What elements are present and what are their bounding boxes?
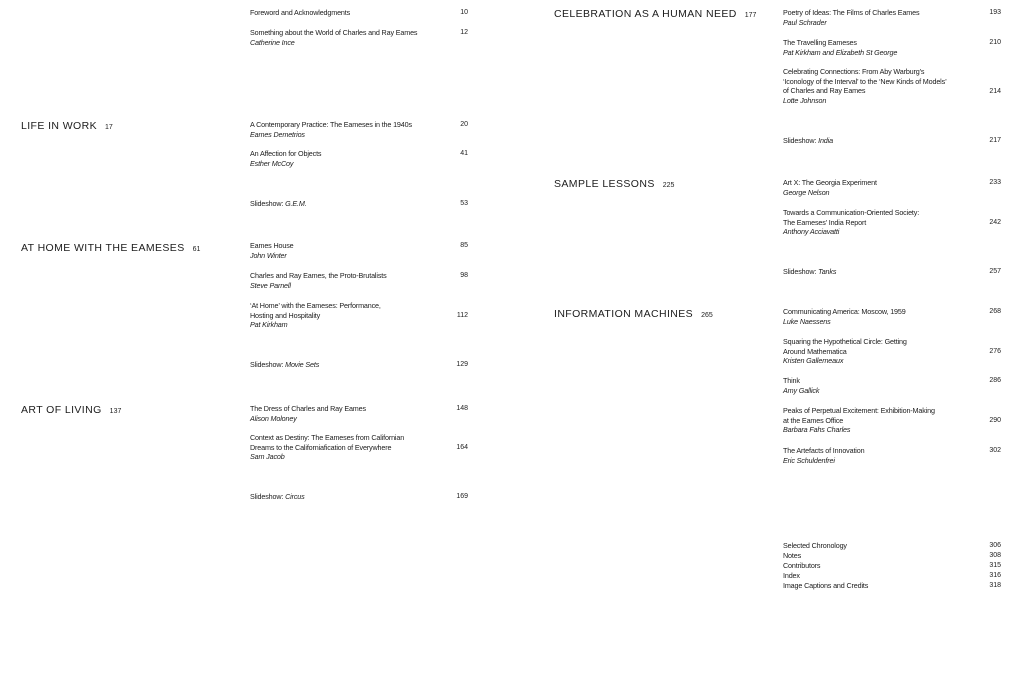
toc-entry[interactable] [783,178,877,197]
section-heading[interactable] [21,242,200,256]
entry-title: Poetry of Ideas: The Films of Charles Eames [783,8,920,17]
section-heading[interactable] [554,178,674,192]
toc-entry[interactable] [783,8,919,27]
entry-title: Foreword and Acknowledgments [250,8,351,17]
page-number: 257 [989,268,1001,275]
toc-entry[interactable] [250,404,366,423]
entry-author: Anthony Acciavatti [783,227,840,237]
page-number: 12 [460,29,468,36]
toc-entry[interactable] [250,120,412,139]
section-heading[interactable] [21,120,113,134]
entry-author: Luke Naessens [783,316,831,326]
section-heading[interactable] [21,404,121,418]
page-number: 53 [460,200,468,207]
entry-title: Towards a Communication-Oriented Society: The Eameses’ India Report [783,208,920,227]
toc-entry[interactable] [783,307,906,326]
section-page: 61 [192,246,201,253]
entry-author: Kristen Gallerneaux [783,356,844,366]
entry-title: The Artefacts of Innovation [783,446,865,455]
slideshow-prefix: Slideshow: [783,267,819,276]
slideshow-title: Tanks [818,267,837,276]
toc-entry[interactable] [783,376,819,395]
entry-author: Sam Jacob [250,452,285,462]
back-matter-item[interactable]: Index [783,571,800,580]
slideshow-title: Circus [285,492,305,501]
page-number: 20 [460,121,468,128]
page-number: 286 [989,377,1001,384]
slideshow-entry[interactable] [783,267,836,277]
section-title: INFORMATION MACHINES [554,308,694,320]
back-matter-item[interactable]: Contributors [783,561,821,570]
section-heading[interactable] [554,8,756,22]
page-number: 318 [989,582,1001,589]
toc-entry[interactable] [250,241,294,260]
entry-title: A Contemporary Practice: The Eameses in the 1940s [250,120,412,129]
page-number: 302 [989,447,1001,454]
toc-entry[interactable] [783,337,907,366]
toc-entry[interactable] [783,38,897,57]
section-heading[interactable] [554,308,713,322]
page-number: 10 [460,9,468,16]
entry-author: Alison Moloney [250,413,297,423]
entry-title: Squaring the Hypothetical Circle: Getting Around Mathematica [783,337,907,356]
section-title: ART OF LIVING [21,404,102,416]
slideshow-prefix: Slideshow: [250,360,286,369]
page-number: 169 [456,493,468,500]
section-title: CELEBRATION AS A HUMAN NEED [554,8,737,20]
page-number: 98 [460,272,468,279]
entry-author: Eric Schuldenfrei [783,455,835,465]
slideshow-entry[interactable] [783,136,833,146]
entry-author: Amy Gallick [783,385,820,395]
entry-author: Eames Demetrios [250,129,305,139]
page-number: 85 [460,242,468,249]
section-page: 265 [701,312,713,319]
page-number: 276 [989,348,1001,355]
entry-title: Eames House [250,241,294,250]
entry-title: ‘At Home’ with the Eameses: Performance, Hosting and Hospitality [250,301,381,320]
entry-title: Peaks of Perpetual Excitement: Exhibition-Making at the Eames Office [783,406,935,425]
page-number: 210 [989,39,1001,46]
entry-author: Catherine Ince [250,37,295,47]
entry-author: Pat Kirkham [250,320,288,330]
entry-title: Charles and Ray Eames, the Proto-Brutalists [250,271,387,280]
slideshow-prefix: Slideshow: [250,492,286,501]
page-number: 242 [989,219,1001,226]
entry-title: The Travelling Eameses [783,38,857,47]
slideshow-title: G.E.M. [285,199,307,208]
page-number: 129 [456,361,468,368]
back-matter-item[interactable]: Selected Chronology [783,541,847,550]
toc-entry[interactable] [783,67,947,105]
toc-entry[interactable] [250,149,321,168]
toc-entry[interactable] [250,28,417,47]
slideshow-entry[interactable] [250,199,307,209]
entry-author: Steve Parnell [250,280,291,290]
page-number: 217 [989,137,1001,144]
toc-entry[interactable] [250,8,350,18]
toc-entry[interactable] [250,433,404,462]
slideshow-title: India [818,136,833,145]
section-title: SAMPLE LESSONS [554,178,655,190]
entry-title: Something about the World of Charles and Ray Eames [250,28,418,37]
page-number: 233 [989,179,1001,186]
entry-title: Art X: The Georgia Experiment [783,178,877,187]
page-number: 268 [989,308,1001,315]
section-title: AT HOME WITH THE EAMESES [21,242,185,254]
page-number: 315 [989,562,1001,569]
slideshow-entry[interactable] [250,492,305,502]
entry-title: An Affection for Objects [250,149,322,158]
back-matter-item[interactable]: Image Captions and Credits [783,581,869,590]
entry-author: John Winter [250,250,287,260]
slideshow-title: Movie Sets [285,360,320,369]
entry-title: Celebrating Connections: From Aby Warburg’s ‘Iconology of the Interval’ to the ‘New Kinds of Models’ of Charles and Ray Eames [783,67,947,96]
slideshow-entry[interactable] [250,360,319,370]
entry-title: Communicating America: Moscow, 1959 [783,307,906,316]
page-number: 164 [456,444,468,451]
entry-title: Think [783,376,800,385]
page-number: 306 [989,542,1001,549]
section-title: LIFE IN WORK [21,120,97,132]
slideshow-prefix: Slideshow: [250,199,286,208]
page-number: 316 [989,572,1001,579]
section-page: 225 [662,182,675,189]
entry-author: Paul Schrader [783,17,827,27]
section-page: 177 [744,12,757,19]
entry-author: Pat Kirkham and Elizabeth St George [783,47,898,57]
back-matter-item[interactable]: Notes [783,551,802,560]
entry-title: The Dress of Charles and Ray Eames [250,404,366,413]
toc-entry[interactable] [250,271,387,290]
section-page: 137 [109,408,122,415]
toc-entry[interactable] [250,301,381,330]
page-number: 193 [989,9,1001,16]
page-number: 308 [989,552,1001,559]
section-page: 17 [104,124,113,131]
toc-entry[interactable] [783,208,919,237]
slideshow-prefix: Slideshow: [783,136,819,145]
page-number: 148 [456,405,468,412]
toc-entry[interactable] [783,446,864,465]
entry-author: Esther McCoy [250,158,294,168]
entry-author: George Nelson [783,187,830,197]
entry-author: Barbara Fahs Charles [783,425,851,435]
page-number: 112 [456,312,468,319]
page-number: 214 [989,88,1001,95]
page-number: 41 [460,150,468,157]
toc-entry[interactable] [783,406,935,435]
page-number: 290 [989,417,1001,424]
entry-title: Context as Destiny: The Eameses from Californian Dreams to the Californiafication of Everywhere [250,433,405,452]
entry-author: Lotte Johnson [783,95,827,105]
